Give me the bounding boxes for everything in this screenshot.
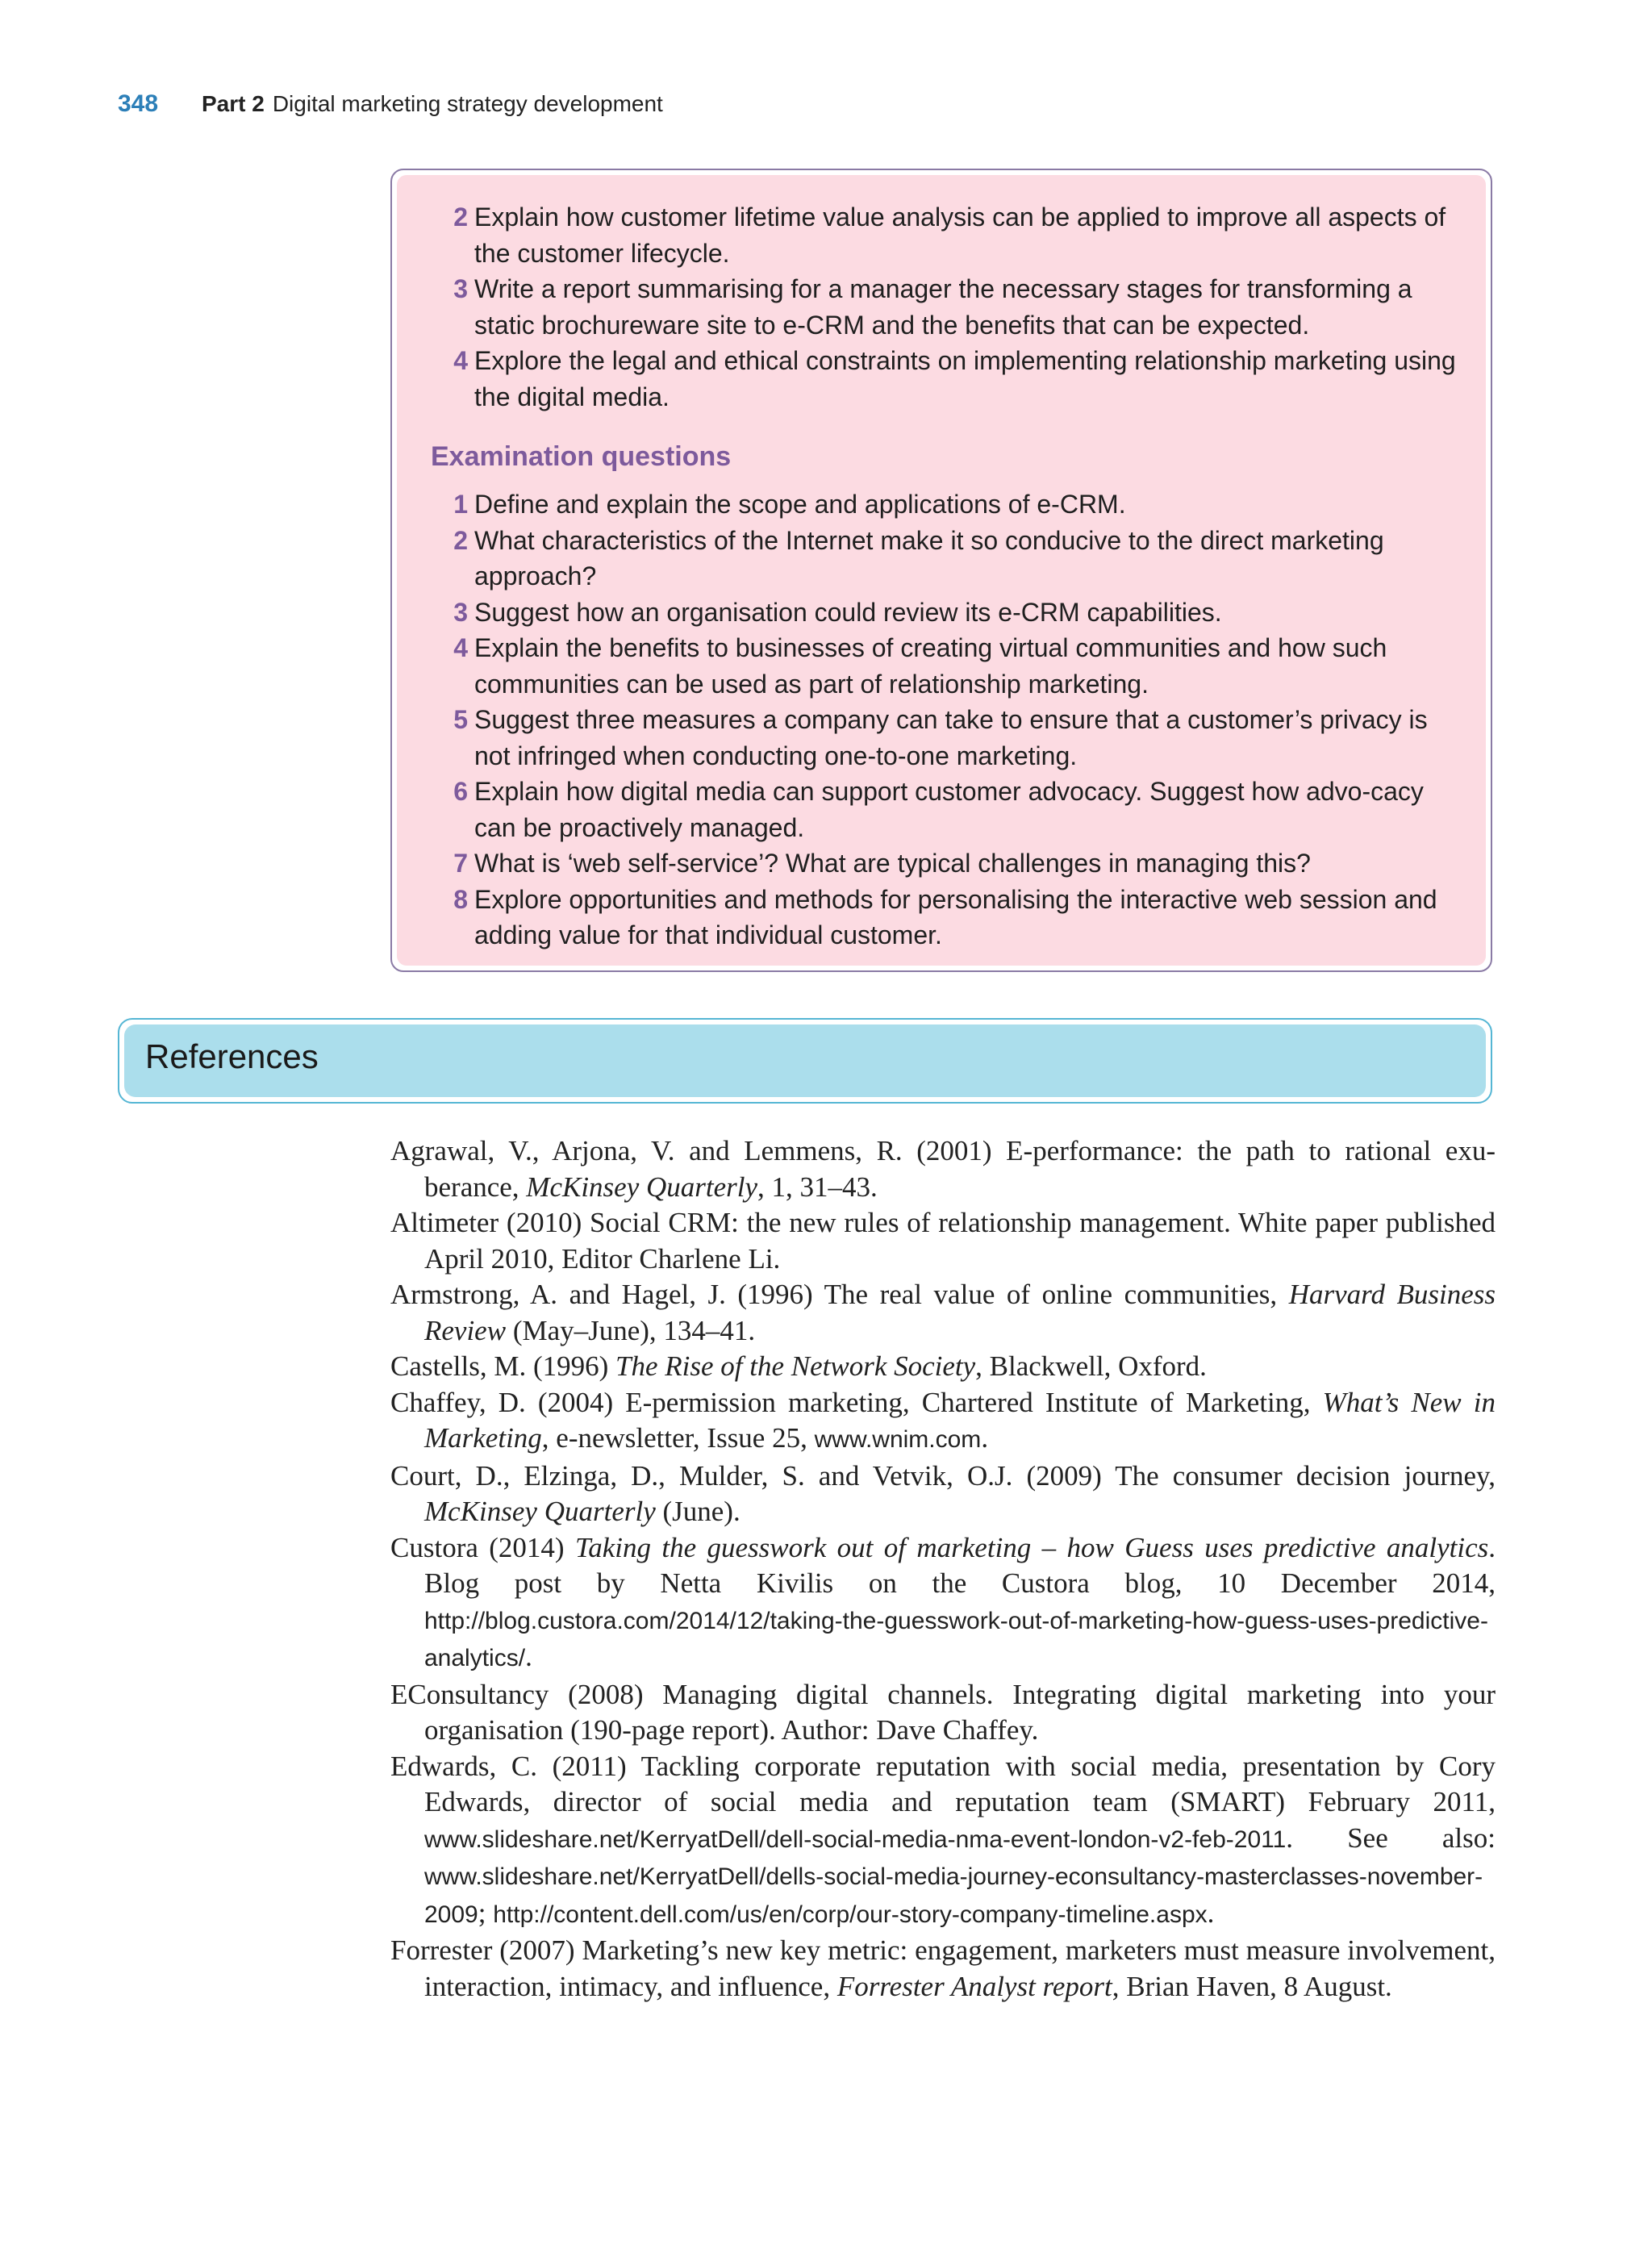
reference-entry [390, 1205, 1496, 1277]
question-number: 3 [453, 597, 468, 627]
question-text: Suggest three measures a company can take to ensure that a customer’s privacy is not infringed when conducting one-to-one marketing. [474, 705, 1428, 770]
question-text: Explain the benefits to businesses of creating virtual communities and how such communities can be used as part of relationship marketing. [474, 633, 1387, 699]
ref-text: Edwards, C. (2011) Tackling corporate reputation with social media, presentation by Cory Edwards, director of social media and reputation team (SMART) February 2011, [390, 1750, 1496, 1817]
ref-text: Chaffey, D. (2004) E-permission marketing, Chartered Institute of Marketing, [390, 1386, 1323, 1418]
question-number: 7 [453, 849, 468, 878]
ref-text: EConsultancy (2008) Managing digital channels. Integrating digital marketing into your organisation (190-page report). Author: Dave Chaffey. [390, 1678, 1496, 1746]
references-banner-fill [124, 1024, 1486, 1097]
reference-entry [390, 1349, 1496, 1385]
ref-text: . [1207, 1897, 1215, 1929]
ref-text: , e-newsletter, Issue 25, [541, 1422, 815, 1454]
question-text: Explain how digital media can support customer advocacy. Suggest how advo-cacy can be proactively managed. [474, 777, 1424, 842]
ref-italic: McKinsey Quarterly [424, 1496, 656, 1527]
reference-entry [390, 1385, 1496, 1458]
references-heading: References [145, 1037, 319, 1075]
ref-text: (May–June), 134–41. [506, 1314, 756, 1346]
question-item [397, 595, 1486, 631]
questions-box [390, 169, 1492, 972]
ref-text: ; [478, 1897, 494, 1929]
question-number: 2 [453, 525, 468, 555]
question-item [397, 271, 1486, 343]
reference-entry [390, 1133, 1496, 1205]
ref-text: , 1, 31–43. [757, 1170, 878, 1203]
reference-entry [390, 1933, 1496, 2005]
examination-question-list [397, 486, 1486, 953]
question-item [397, 630, 1486, 702]
question-text: Explore the legal and ethical constraints on implementing relationship marketing using the digital media. [474, 346, 1456, 411]
ref-text: . See also: [1286, 1821, 1496, 1854]
ref-text: . [525, 1641, 532, 1672]
references-banner [118, 1018, 1492, 1104]
ref-italic: Forrester Analyst report [836, 1970, 1112, 2002]
questions-box-fill [397, 175, 1486, 966]
ref-italic: Taking the guesswork out of marketing – how Guess uses predictive analytics [574, 1531, 1489, 1563]
question-item [397, 199, 1486, 271]
ref-text: (June). [655, 1496, 740, 1527]
question-item [397, 343, 1486, 415]
question-number: 4 [453, 633, 468, 662]
assignment-question-list [397, 199, 1486, 415]
question-text: Define and explain the scope and applications of e-CRM. [474, 490, 1126, 519]
ref-italic: Harvard Business Review [424, 1279, 1496, 1346]
question-text: What is ‘web self-service’? What are typical challenges in managing this? [474, 849, 1311, 878]
ref-text: Castells, M. (1996) [390, 1350, 616, 1382]
reference-entry [390, 1277, 1496, 1349]
question-item [397, 486, 1486, 523]
question-number: 1 [453, 490, 468, 519]
question-number: 2 [453, 202, 468, 232]
reference-list [390, 1133, 1496, 2005]
ref-text: Altimeter (2010) Social CRM: the new rules of relationship management. White paper published April 2010, Editor Charlene Li. [390, 1207, 1496, 1275]
ref-text: Armstrong, A. and Hagel, J. (1996) The real value of online communities, [390, 1279, 1289, 1310]
ref-text: Court, D., Elzinga, D., Mulder, S. and Vetvik, O.J. (2009) The consumer decision journey, [390, 1459, 1496, 1492]
question-item [397, 523, 1486, 595]
question-number: 5 [453, 705, 468, 734]
question-number: 4 [453, 346, 468, 375]
ref-url: www.wnim.com [814, 1426, 982, 1453]
question-item [397, 774, 1486, 845]
question-number: 8 [453, 884, 468, 914]
ref-url: www.slideshare.net/KerryatDell/dell-social-media-nma-event-london-v2-feb-2011 [424, 1826, 1287, 1853]
ref-text: . [981, 1422, 989, 1454]
ref-text: Forrester (2007) Marketing’s new key metric: engagement, marketers must measure involvement, interaction, intimacy, and influence, [390, 1934, 1496, 2002]
ref-italic: McKinsey Quarterly [526, 1170, 758, 1203]
ref-text: , Brian Haven, 8 August. [1112, 1970, 1392, 2002]
reference-entry [390, 1458, 1496, 1530]
examination-questions-heading: Examination questions [431, 441, 732, 472]
ref-url: http://content.dell.com/us/en/corp/our-story-company-timeline.aspx [493, 1901, 1208, 1928]
question-text: What characteristics of the Internet make it so conducive to the direct marketing approach? [474, 525, 1384, 590]
question-text: Suggest how an organisation could review its e-CRM capabilities. [474, 597, 1222, 627]
part-label: Part 2 [202, 91, 265, 116]
question-item [397, 882, 1486, 953]
ref-text: Custora (2014) [390, 1531, 575, 1563]
question-text: Explain how customer lifetime value analysis can be applied to improve all aspects of the customer lifecycle. [474, 202, 1446, 268]
ref-italic: The Rise of the Network Society [615, 1350, 976, 1382]
question-text: Write a report summarising for a manager the necessary stages for transforming a static brochureware site to e-CRM and the benefits that can be expected. [474, 274, 1412, 340]
ref-url: www.slideshare.net/KerryatDell/dells-social-media-journey-econsultancy-masterclasses-november-2009 [424, 1863, 1483, 1928]
reference-entry [390, 1749, 1496, 1934]
question-text: Explore opportunities and methods for personalising the interactive web session and adding value for that individual customer. [474, 884, 1437, 949]
ref-url: http://blog.custora.com/2014/12/taking-the-guesswork-out-of-marketing-how-guess-uses-predictive-analytics/ [424, 1607, 1488, 1671]
part-title: Digital marketing strategy development [272, 91, 663, 116]
question-item [397, 702, 1486, 774]
ref-text: Agrawal, V., Arjona, V. and Lemmens, R. (2001) E-performance: the path to rational exu-berance, [390, 1135, 1496, 1203]
question-number: 6 [453, 777, 468, 806]
ref-text: , Blackwell, Oxford. [975, 1350, 1207, 1382]
question-number: 3 [453, 274, 468, 303]
question-item [397, 845, 1486, 882]
ref-text: . Blog post by Netta Kivilis on the Custora blog, 10 December 2014, [424, 1531, 1496, 1599]
running-header [118, 90, 663, 118]
ref-italic: What’s New in Marketing [424, 1386, 1496, 1454]
reference-entry [390, 1530, 1496, 1677]
reference-entry [390, 1677, 1496, 1749]
page-number: 348 [118, 90, 159, 117]
